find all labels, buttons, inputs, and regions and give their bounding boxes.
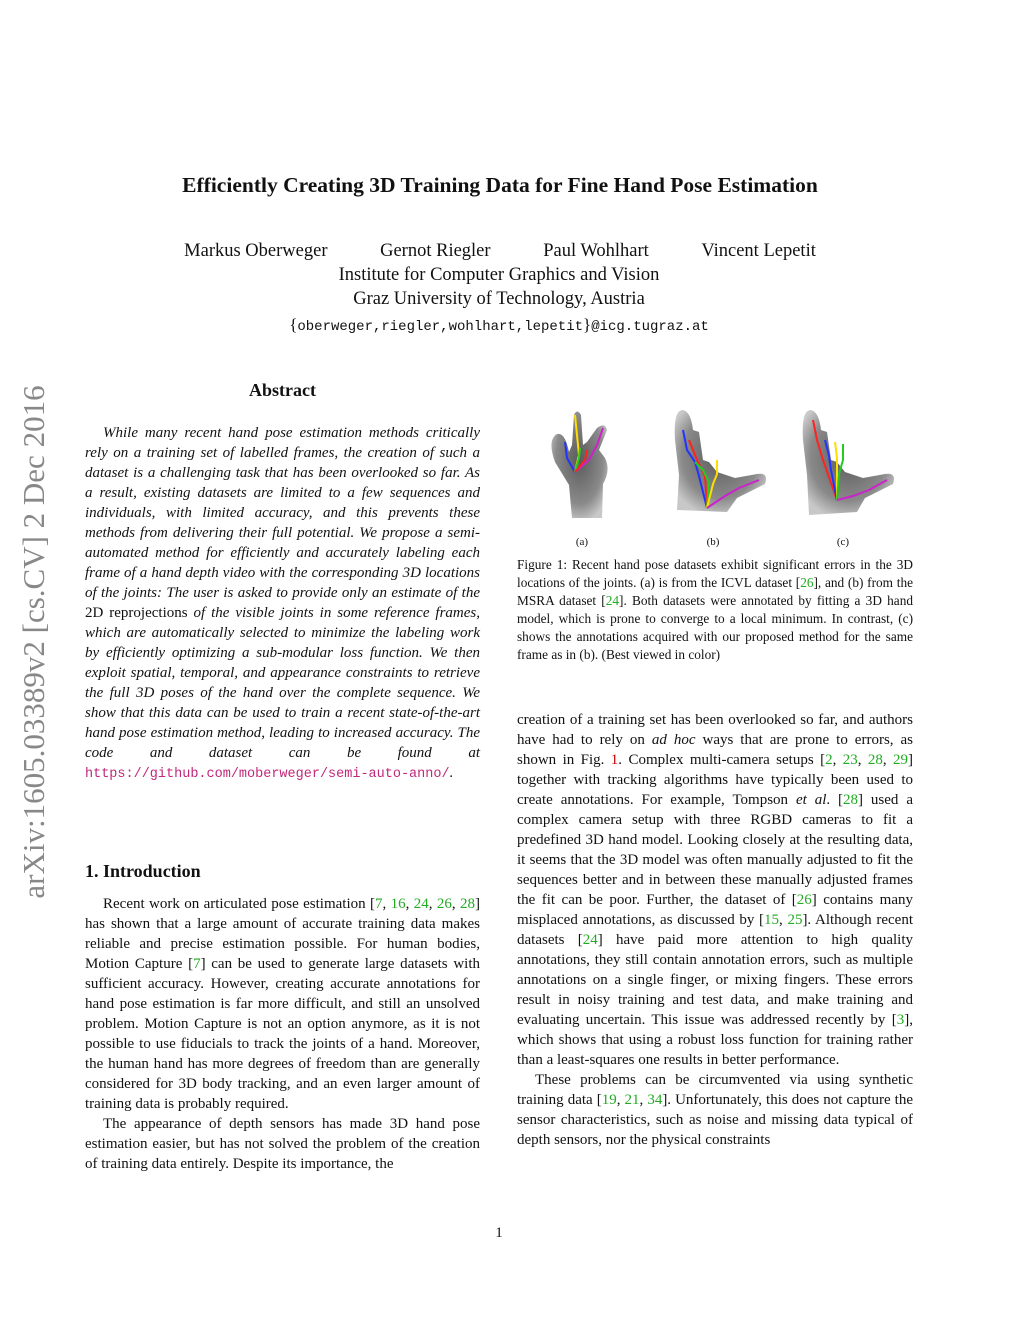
affiliation-institute: Institute for Computer Graphics and Vision bbox=[338, 265, 660, 285]
arxiv-stamp bbox=[12, 357, 56, 927]
citation-link[interactable]: 28 bbox=[460, 896, 475, 912]
citation-link[interactable]: 3 bbox=[896, 1012, 905, 1028]
abstract-body: While many recent hand pose estimation methods critically rely on a training set of labelled frames, the creation of such a dataset is a challenging task that has been overlooked so far. As a result, existing datasets are limited to a few sequences and individuals, with limited accuracy, and this prevents these methods from delivering their full potential. We propose a semi-automated method for efficiently and accurately labeling each frame of a hand depth video with the corresponding 3D locations of the joints: The user is asked to provide only an estimate of the 2D reprojections of the visible joints in some reference frames, which are automatically selected to minimize the labeling work by efficiently optimizing a sub-modular loss function. We then exploit spatial, temporal, and appearance constraints to retrieve the full 3D poses of the hand over the complete sequence. We show that this data can be used to train a recent state-of-the-art hand pose estimation method, leading to increased accuracy. The code and dataset can be found at https://github.com/moberweger/semi-auto-anno/. bbox=[85, 425, 480, 782]
arxiv-identifier: arXiv:1605.03389v2 [cs.CV] 2 Dec 2016 bbox=[16, 385, 51, 899]
figure-1-hand-images bbox=[517, 400, 913, 550]
hand-image-c bbox=[803, 410, 894, 515]
figure-reference-link[interactable]: 1 bbox=[610, 752, 619, 768]
citation-link[interactable]: 26 bbox=[436, 896, 452, 912]
citation-link[interactable]: 2 bbox=[825, 752, 833, 768]
subfigure-label-a: (a) bbox=[575, 536, 589, 548]
author-list bbox=[0, 241, 1000, 262]
citation-link[interactable]: 21 bbox=[624, 1092, 640, 1108]
citation-link[interactable]: 25 bbox=[787, 912, 803, 928]
subfigure-label-c: (c) bbox=[836, 536, 850, 548]
hand-image-b bbox=[675, 410, 766, 512]
paper-title: Efficiently Creating 3D Training Data for Fine Hand Pose Estimation bbox=[182, 173, 818, 197]
author-name: Markus Oberweger bbox=[184, 241, 328, 261]
right-column-body bbox=[517, 710, 913, 1150]
citation-link[interactable]: 24 bbox=[582, 932, 598, 948]
hand-image-a bbox=[551, 412, 607, 519]
paragraph: creation of a training set has been overlooked so far, and authors have had to rely on ad hoc ways that are prone to errors, as shown in Fig. 1. Complex multi-camera setups [2, 23, 28, 29] together with tracking algorithms have typically been used to create annotations. For example, Tompson et al. [28] used a complex camera setup with three RGBD cameras to fit a predefined 3D hand model. Looking closely at the resulting data, it seems that the 3D model was often manually adjusted to fit the sequences better and in between these manually adjusted frames the fit can be poor. Further, the dataset of [26] contains many misplaced annotations, as discussed by [15, 25]. Although recent datasets [24] have paid more attention to high quality annotations, they still contain annotation errors, such as multiple annotations on a single finger, or mixing fingers. These errors result in noisy training and test data, and make training and evaluating uncertain. This issue was addressed recently by [3], which shows that using a robust loss function for training rather than a least-squares one results in better performance. bbox=[517, 712, 914, 1068]
code-url-link[interactable]: https://github.com/moberweger/semi-auto-anno/ bbox=[85, 767, 450, 782]
citation-link[interactable]: 28 bbox=[867, 752, 883, 768]
citation-link[interactable]: 7 bbox=[375, 896, 383, 912]
subfigure-label-b: (b) bbox=[706, 536, 720, 548]
citation-link[interactable]: 23 bbox=[842, 752, 858, 768]
abstract-heading: Abstract bbox=[249, 380, 316, 400]
citation-link[interactable]: 16 bbox=[390, 896, 406, 912]
author-name: Paul Wohlhart bbox=[543, 241, 649, 261]
citation-link[interactable]: 19 bbox=[601, 1092, 617, 1108]
hand-pose-illustrations bbox=[517, 400, 913, 535]
introduction-body bbox=[85, 894, 480, 1174]
citation-link[interactable]: 26 bbox=[800, 575, 814, 590]
citation-link[interactable]: 24 bbox=[413, 896, 429, 912]
page-number: 1 bbox=[495, 1225, 503, 1241]
author-name: Vincent Lepetit bbox=[701, 241, 816, 261]
citation-link[interactable]: 7 bbox=[193, 956, 201, 972]
affiliation-university: Graz University of Technology, Austria bbox=[353, 289, 645, 309]
paragraph: Recent work on articulated pose estimation [7, 16, 24, 26, 28] has shown that a large amount of accurate training data makes reliable and precise estimation possible. For human bodies, Motion Capture [7] can be used to generate large datasets with sufficient accuracy. However, creating accurate annotations for hand pose estimation is far more difficult, and still an unsolved problem. Motion Capture is not an option anymore, as it is not possible to use fiducials to track the joints of a hand. Moreover, the human hand has more degrees of freedom than are generally considered for 3D body tracking, and an even larger amount of training data is probably required. bbox=[85, 896, 480, 1112]
author-emails: {oberweger,riegler,wohlhart,lepetit}@icg.tugraz.at bbox=[289, 315, 709, 335]
figure-caption: Figure 1: Recent hand pose datasets exhibit significant errors in the 3D locations of the joints. (a) is from the ICVL dataset [26], and (b) from the MSRA dataset [24]. Both datasets were annotated by fitting a 3D hand model, which is prone to converge to a local minimum. In contrast, (c) shows the annotations acquired with our proposed method for the same frame as in (b). (Best viewed in color) bbox=[517, 557, 914, 662]
citation-link[interactable]: 15 bbox=[764, 912, 780, 928]
paragraph: These problems can be circumvented via using synthetic training data [19, 21, 34]. Unfortunately, this does not capture the sensor characteristics, such as noise and missing data typical of depth sensors, nor the physical constraints bbox=[517, 1072, 914, 1148]
citation-link[interactable]: 24 bbox=[605, 593, 620, 608]
author-name: Gernot Riegler bbox=[380, 241, 491, 261]
paragraph: The appearance of depth sensors has made 3D hand pose estimation easier, but has not solved the problem of the creation of training data entirely. Despite its importance, the bbox=[85, 1116, 480, 1172]
section-heading-introduction: 1. Introduction bbox=[85, 861, 201, 881]
citation-link[interactable]: 29 bbox=[893, 752, 909, 768]
citation-link[interactable]: 34 bbox=[647, 1092, 663, 1108]
citation-link[interactable]: 26 bbox=[796, 892, 812, 908]
citation-link[interactable]: 28 bbox=[843, 792, 859, 808]
